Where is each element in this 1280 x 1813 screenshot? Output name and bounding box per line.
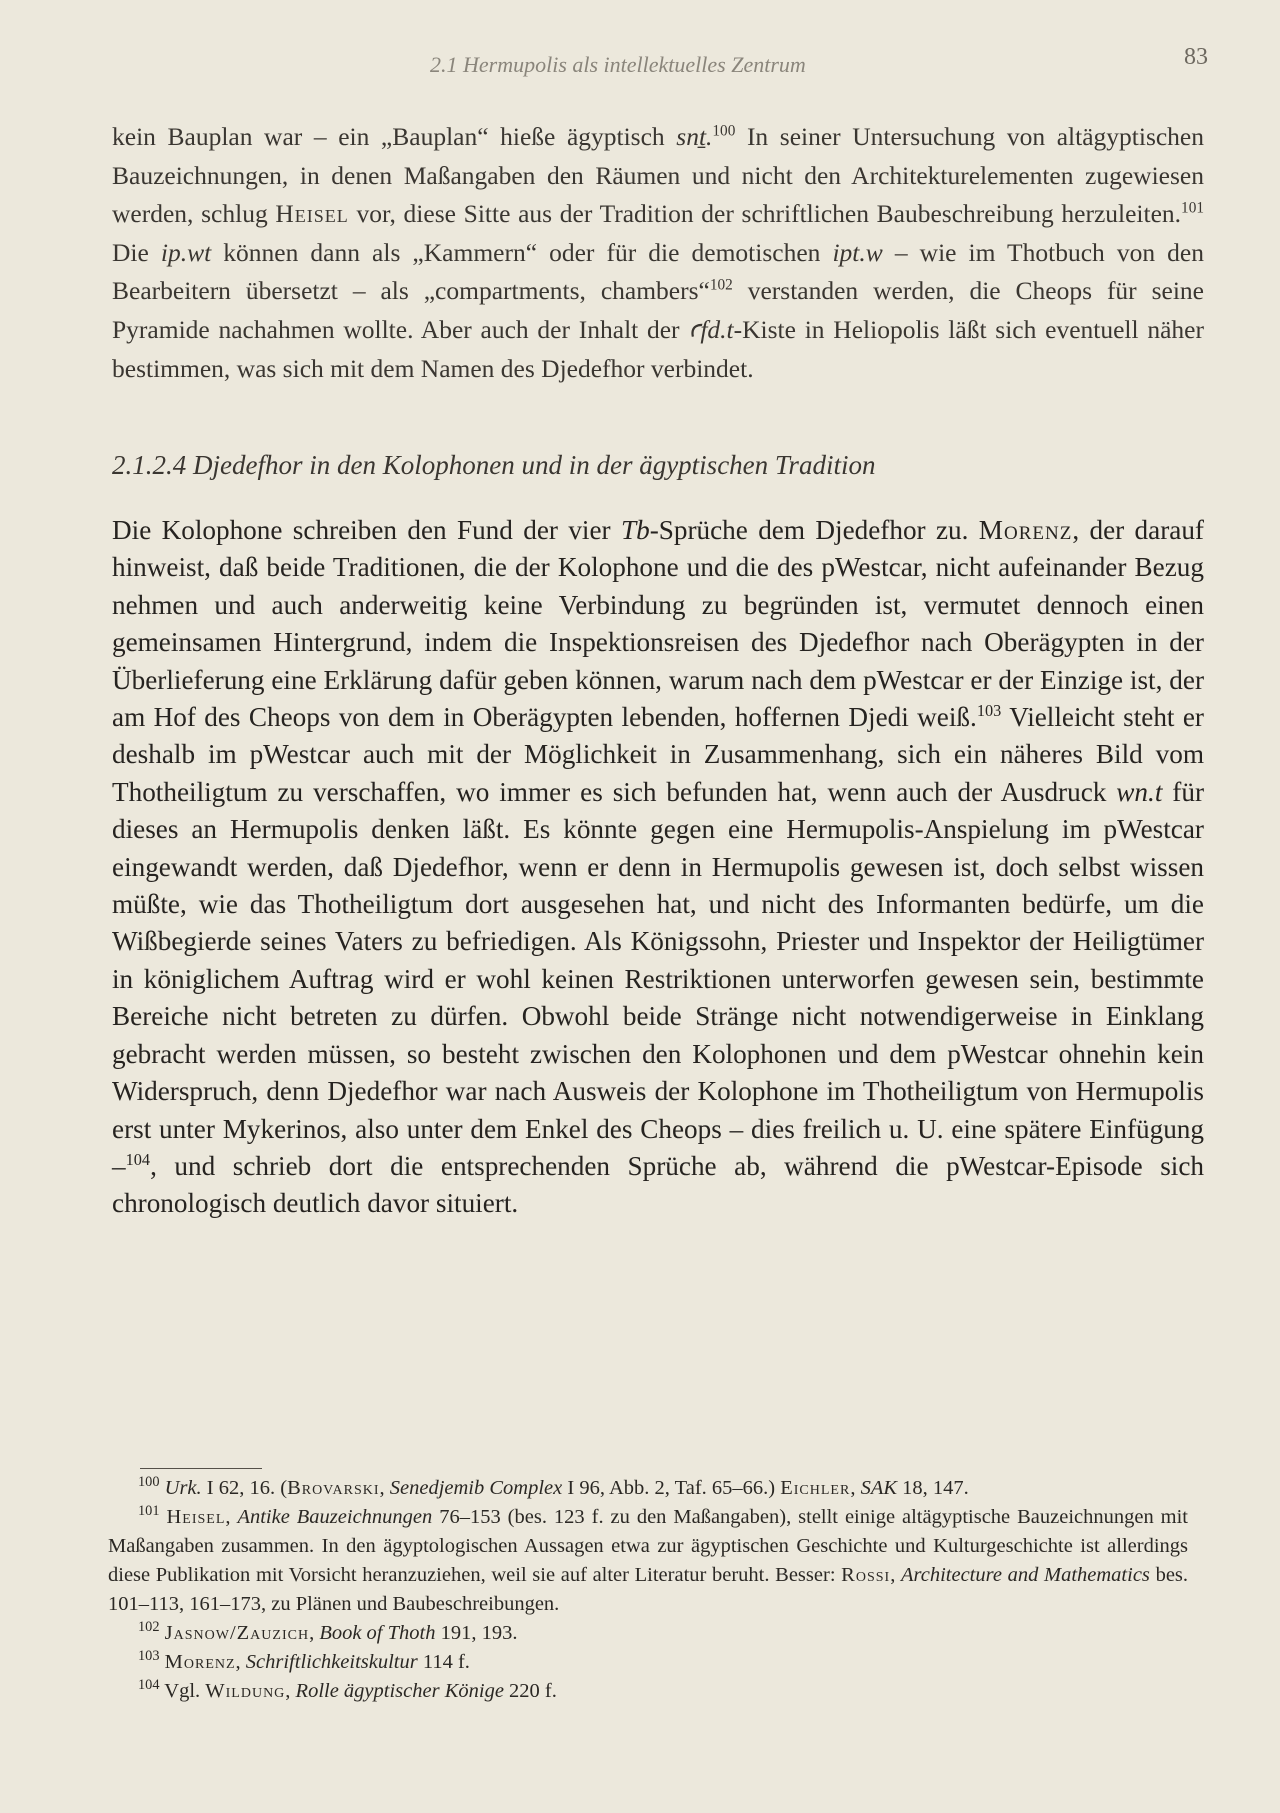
italic-text: Book of Thoth bbox=[319, 1622, 436, 1644]
paragraph-continued bbox=[112, 118, 1204, 388]
italic-text: Architecture and Mathematics bbox=[901, 1564, 1150, 1586]
text-run: I 62, 16. ( bbox=[201, 1477, 288, 1499]
text-run: Vgl. bbox=[164, 1680, 206, 1702]
text-run: Vielleicht steht er deshalb im pWestcar auch mit der Möglichkeit in Zusammenhang, sich ein näheres Bild vom Thotheiligtum zu verschaffen, wo immer es sich befunden hat, wenn auch der Ausdruck bbox=[112, 702, 1204, 807]
italic-text: ꜥfd.t bbox=[688, 314, 734, 344]
footnote-ref: 103 bbox=[976, 700, 1002, 720]
text-run: , und schrieb dort die entsprechenden Sprüche ab, während die pWestcar-Episode sich chronologisch deutlich davor situiert. bbox=[112, 1150, 1204, 1219]
italic-text: Rolle ägyptischer Könige bbox=[295, 1680, 504, 1702]
text-run: – wie im Thotbuch von den Bearbeitern übersetzt – als „compartments, chambers“ bbox=[112, 237, 1204, 306]
text-run: kein Bauplan war – ein „Bauplan“ hieße ägyptisch bbox=[112, 122, 677, 151]
italic-text: ip.wt bbox=[160, 237, 212, 267]
italic-text: Antike Bauzeichnungen bbox=[237, 1506, 433, 1528]
text-run: können dann als „Kammern“ oder für die demotischen bbox=[211, 237, 833, 267]
text-run: 191, 193. bbox=[435, 1622, 518, 1644]
footnote-number: 103 bbox=[138, 1648, 160, 1665]
text-run: 76–153 (bes. 123 f. zu den Maßangaben), stellt einige altägyptische Bauzeichnungen mit Maßangaben zusammen. In den ägyptologischen Aussagen etwa zur ägyptischen Geschichte und Kulturgeschichte ist allerdings diese Publikation mit Vorsicht heranzuziehen, weil sie auf alter Literatur beruht. Besser: bbox=[108, 1506, 1188, 1586]
italic-text: snṯ. bbox=[676, 122, 713, 151]
footnote-103 bbox=[108, 1648, 1188, 1677]
footnote-number: 101 bbox=[138, 1503, 160, 1520]
author-name: Rossi bbox=[841, 1564, 891, 1586]
footnote-ref: 100 bbox=[712, 122, 736, 140]
author-name: Morenz bbox=[164, 1651, 236, 1673]
author-name: Wildung bbox=[205, 1680, 286, 1702]
italic-text: SAK bbox=[860, 1477, 898, 1499]
text-run: Die Kolophone schreiben den Fund der vier bbox=[112, 515, 621, 545]
text-run: bes. 101–113, 161–173, zu Plänen und Baubeschreibungen. bbox=[108, 1564, 1189, 1615]
italic-text: wn.t bbox=[1116, 776, 1163, 807]
author-name: Eichler bbox=[780, 1477, 851, 1499]
author-name: Heisel bbox=[166, 1506, 226, 1528]
page-number: 83 bbox=[1184, 44, 1208, 70]
text-run: Die bbox=[112, 237, 161, 267]
footnote-101 bbox=[108, 1503, 1188, 1619]
footnote-ref: 104 bbox=[125, 1149, 151, 1169]
text-run: 114 f. bbox=[417, 1651, 470, 1673]
footnote-ref: 102 bbox=[709, 276, 733, 294]
body-paragraph bbox=[112, 512, 1204, 1223]
author-name: Jasnow/Zauzich bbox=[164, 1622, 310, 1644]
text-run: 18, 147. bbox=[897, 1477, 969, 1499]
author-name: Brovarski bbox=[287, 1477, 380, 1499]
text-run: -Kiste in Heliopolis läßt sich eventuell näher bestimmen, was sich mit dem Namen des Djedefhor verbindet. bbox=[112, 314, 1204, 383]
author-name: Heisel bbox=[275, 199, 349, 229]
text-run: , bbox=[285, 1680, 296, 1702]
text-run: 220 f. bbox=[503, 1680, 557, 1702]
text-run: , bbox=[235, 1651, 246, 1673]
text-run: , bbox=[890, 1564, 901, 1586]
italic-text: Schriftlichkeitskultur bbox=[245, 1651, 418, 1673]
italic-text: Senedjemib Complex bbox=[389, 1477, 563, 1499]
italic-text: Tb bbox=[620, 515, 650, 545]
text-run: verstanden werden, die Cheops für seine Pyramide nachahmen wollte. Aber auch der Inhalt der bbox=[112, 276, 1204, 344]
section-heading: 2.1.2.4 Djedefhor in den Kolophonen und in der ägyptischen Tradition bbox=[112, 450, 876, 480]
body-paragraph bbox=[112, 118, 1204, 388]
footnote-separator bbox=[140, 1468, 262, 1469]
text-run: , bbox=[379, 1477, 390, 1499]
text-run: I 96, Abb. 2, Taf. 65–66.) bbox=[562, 1477, 781, 1499]
text-run: , bbox=[850, 1477, 861, 1499]
footnote-number: 102 bbox=[138, 1619, 160, 1636]
italic-text: Urk. bbox=[164, 1477, 202, 1499]
footnote-number: 100 bbox=[138, 1474, 160, 1491]
footnote-102 bbox=[108, 1619, 1188, 1648]
author-name: Morenz bbox=[978, 515, 1073, 545]
section-body bbox=[112, 512, 1204, 1223]
running-title: 2.1 Hermupolis als intellektuelles Zentrum bbox=[430, 52, 806, 77]
text-run: , bbox=[225, 1506, 238, 1528]
footnote-100 bbox=[108, 1474, 1188, 1503]
text-run: -Sprüche dem Djedefhor zu. bbox=[649, 515, 979, 545]
text-run: In seiner Untersuchung von altägyptischen Bauzeichnungen, in denen Maßangaben den Räumen und nicht den Architekturelementen zugewiesen werden, schlug bbox=[112, 122, 1205, 229]
text-run: , bbox=[309, 1622, 320, 1644]
footnote-number: 104 bbox=[138, 1677, 160, 1694]
text-run: , der darauf hinweist, daß beide Traditionen, die der Kolophone und die des pWestcar, nicht aufeinander Bezug nehmen und auch anderweitig keine Verbindung zu begründen ist, vermutet dennoch einen gemeinsamen Hintergrund, indem die Inspektionsreisen des Djedefhor nach Oberägypten in der Überlieferung eine Erklärung dafür geben können, warum nach dem pWestcar er der Einzige ist, der am Hof des Cheops von dem in Oberägypten lebenden, hoffernen Djedi weiß. bbox=[112, 515, 1204, 733]
italic-text: ipt.w bbox=[832, 237, 883, 267]
text-run: für dieses an Hermupolis denken läßt. Es könnte gegen eine Hermupolis-Anspielung im pWestcar eingewandt werden, daß Djedefhor, wenn er denn in Hermupolis gewesen ist, doch selbst wissen müßte, wie das Thotheiligtum dort ausgesehen hat, und nicht des Informanten bedürfe, um die Wißbegierde seines Vaters zu befriedigen. Als Königssohn, Priester und Inspektor der Heiligtümer in königlichem Auftrag wird er wohl keinen Restriktionen unterworfen gewesen sein, bestimmte Bereiche nicht betreten zu dürfen. Obwohl beide Stränge nicht notwendigerweise in Einklang gebracht werden müssen, so besteht zwischen den Kolophonen und dem pWestcar ohnehin kein Widerspruch, denn Djedefhor war nach Ausweis der Kolophone im Thotheiligtum von Hermupolis erst unter Mykerinos, also unter dem Enkel des Cheops – dies freilich u. U. eine spätere Einfügung – bbox=[112, 776, 1205, 1181]
footnote-104 bbox=[108, 1677, 1188, 1706]
footnotes bbox=[108, 1474, 1188, 1706]
text-run: vor, diese Sitte aus der Tradition der schriftlichen Baubeschreibung herzuleiten. bbox=[348, 199, 1182, 229]
footnote-ref: 101 bbox=[1181, 199, 1204, 217]
